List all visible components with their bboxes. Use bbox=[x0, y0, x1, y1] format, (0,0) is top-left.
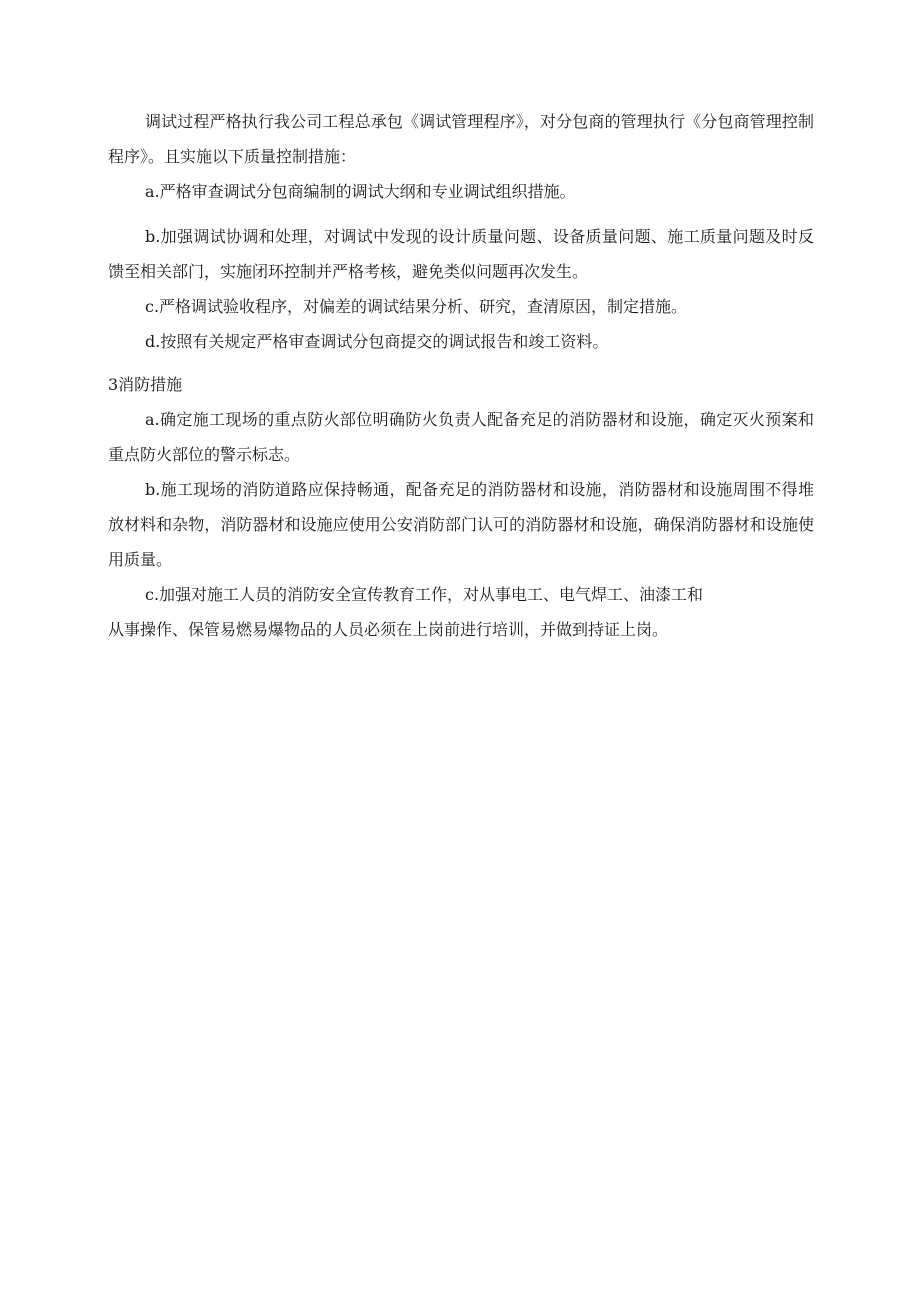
section-heading-fire: 3消防措施 bbox=[108, 375, 183, 394]
fire-item-c: c.加强对施工人员的消防安全宣传教育工作，对从事电工、电气焊工、油漆工和 bbox=[145, 585, 704, 604]
intro-paragraph: 调试过程严格执行我公司工程总承包《调试管理程序》，对分包商的管理执行《分包商管理控制程序》。且实施以下质量控制措施： bbox=[108, 112, 814, 166]
quality-item-b: b.加强调试协调和处理，对调试中发现的设计质量问题、设备质量问题、施工质量问题及时反馈至相关部门，实施闭环控制并严格考核，避免类似问题再次发生。 bbox=[108, 227, 814, 281]
quality-item-a: a.严格审查调试分包商编制的调试大纲和专业调试组织措施。 bbox=[145, 182, 576, 201]
fire-item-a: a.确定施工现场的重点防火部位明确防火负责人配备充足的消防器材和设施，确定灭火预案和重点防火部位的警示标志。 bbox=[108, 410, 814, 464]
fire-item-b: b.施工现场的消防道路应保持畅通，配备充足的消防器材和设施，消防器材和设施周围不得堆放材料和杂物，消防器材和设施应使用公安消防部门认可的消防器材和设施，确保消防器材和设施使用质量。 bbox=[108, 480, 814, 569]
quality-item-d: d.按照有关规定严格审查调试分包商提交的调试报告和竣工资料。 bbox=[145, 332, 609, 351]
fire-item-c-continuation: 从事操作、保管易燃易爆物品的人员必须在上岗前进行培训，并做到持证上岗。 bbox=[108, 620, 669, 639]
quality-item-c: c.严格调试验收程序，对偏差的调试结果分析、研究，查清原因，制定措施。 bbox=[145, 297, 688, 316]
document-body bbox=[108, 104, 814, 647]
